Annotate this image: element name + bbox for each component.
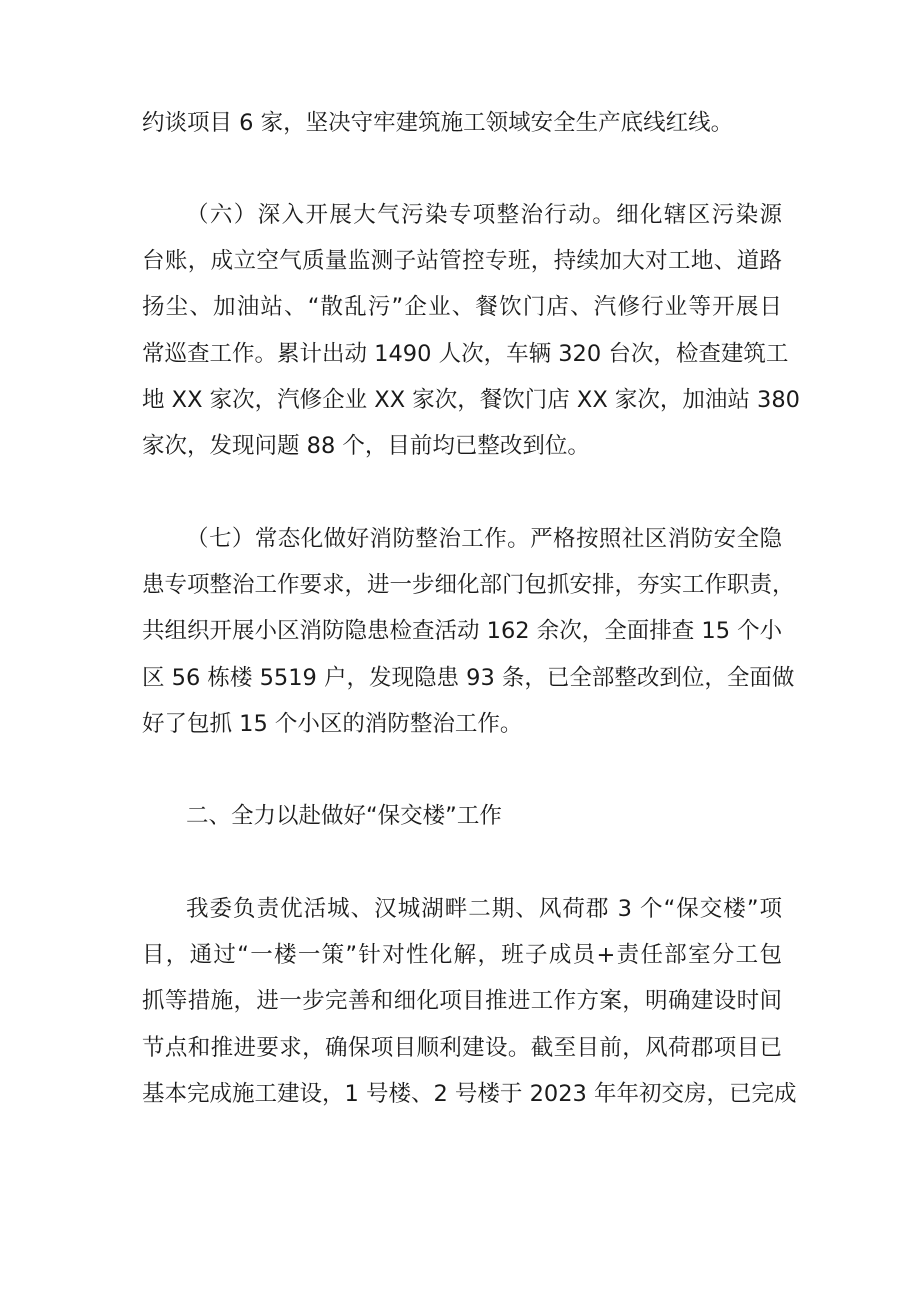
paragraph-line: 家次，发现问题 88 个，目前均已整改到位。 [142,433,590,459]
paragraph-line: 台账，成立空气质量监测子站管控专班，持续加大对工地、道路 [142,248,782,274]
section-2-heading: 二、全力以赴做好“保交楼”工作 [186,803,502,829]
paragraph-line: 我委负责优活城、汉城湖畔二期、风荷郡 3 个“保交楼”项 [186,896,782,922]
paragraph-line: 约谈项目 6 家，坚决守牢建筑施工领域安全生产底线红线。 [142,110,734,136]
section-7-heading-line: （七）常态化做好消防整治工作。严格按照社区消防安全隐 [186,526,782,552]
paragraph-line: 区 56 栋楼 5519 户，发现隐患 93 条，已全部整改到位，全面做 [142,665,795,691]
paragraph-line: 患专项整治工作要求，进一步细化部门包抓安排，夯实工作职责， [142,572,795,598]
paragraph-line: 常巡查工作。累计出动 1490 人次，车辆 320 台次，检查建筑工 [142,341,789,367]
section-6-heading-line: （六）深入开展大气污染专项整治行动。细化辖区污染源 [186,202,782,228]
paragraph-line: 扬尘、加油站、“散乱污”企业、餐饮门店、汽修行业等开展日 [142,294,782,320]
paragraph-line: 抓等措施，进一步完善和细化项目推进工作方案，明确建设时间 [142,988,782,1014]
paragraph-line: 共组织开展小区消防隐患检查活动 162 余次，全面排查 15 个小 [142,618,783,644]
paragraph-line: 地 XX 家次，汽修企业 XX 家次，餐饮门店 XX 家次，加油站 380 [142,387,800,413]
paragraph-line: 好了包抓 15 个小区的消防整治工作。 [142,711,523,737]
paragraph-line: 目，通过“一楼一策”针对性化解，班子成员+责任部室分工包 [142,942,782,968]
paragraph-line: 节点和推进要求，确保项目顺利建设。截至目前，风荷郡项目已 [142,1035,782,1061]
paragraph-line: 基本完成施工建设，1 号楼、2 号楼于 2023 年年初交房，已完成 [142,1081,797,1107]
